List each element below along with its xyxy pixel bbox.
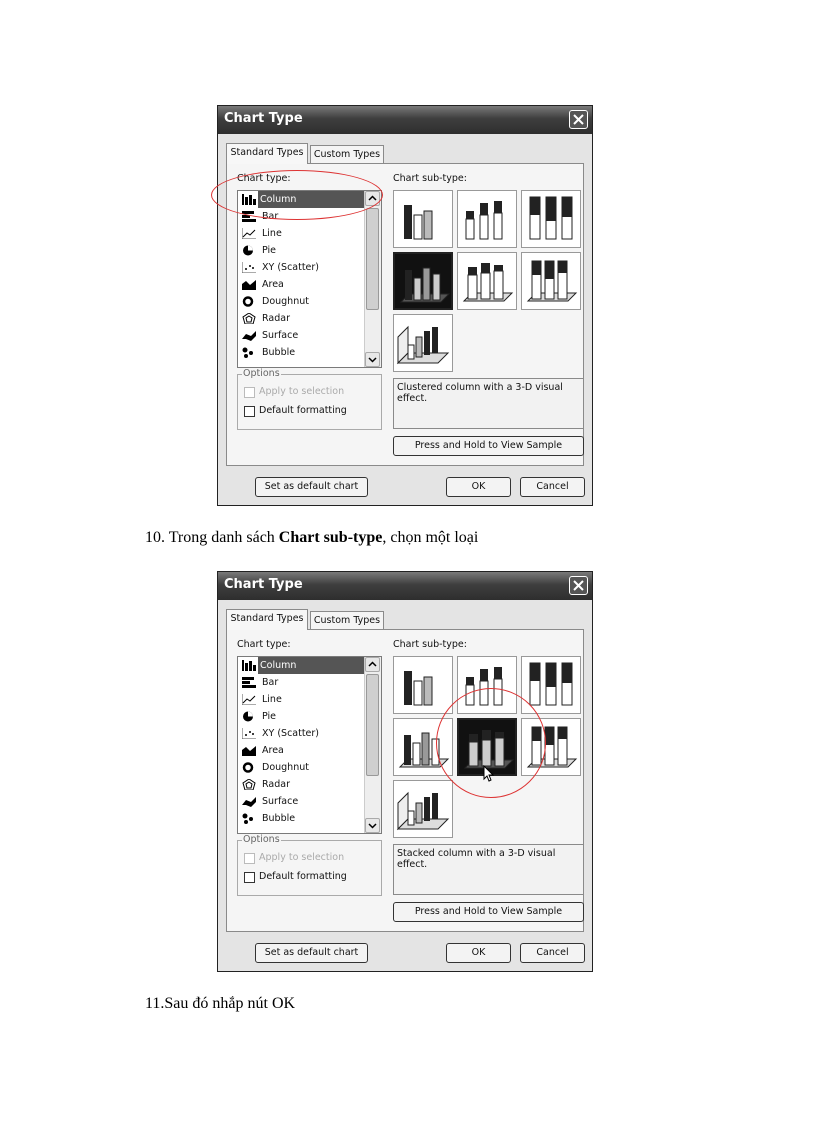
subtype-option-7[interactable]	[393, 780, 453, 838]
doughnut-chart-icon	[242, 762, 256, 773]
apply-to-selection-label: Apply to selection	[259, 852, 345, 863]
list-item-radar[interactable]: Radar	[240, 310, 364, 327]
subtype-thumbnail-icon	[394, 657, 450, 711]
close-icon	[573, 580, 584, 591]
subtype-thumbnail-icon	[522, 657, 578, 711]
list-item-bar[interactable]: Bar	[240, 674, 364, 691]
list-item-pie[interactable]: Pie	[240, 708, 364, 725]
subtype-option-5[interactable]	[457, 252, 517, 310]
radar-chart-icon	[242, 779, 256, 790]
line-chart-icon	[242, 228, 256, 239]
list-item-radar[interactable]: Radar	[240, 776, 364, 793]
bar-chart-icon	[242, 677, 256, 688]
scroll-thumb[interactable]	[366, 208, 379, 310]
default-formatting-label: Default formatting	[259, 405, 347, 416]
list-item-bubble[interactable]: Bubble	[240, 810, 364, 827]
radar-chart-icon	[242, 313, 256, 324]
scatter-chart-icon	[242, 262, 256, 273]
line-chart-icon	[242, 694, 256, 705]
options-label: Options	[243, 834, 280, 845]
close-button[interactable]	[569, 576, 588, 595]
list-item-doughnut[interactable]: Doughnut	[240, 759, 364, 776]
area-chart-icon	[242, 745, 256, 756]
subtype-thumbnail-icon	[458, 253, 514, 307]
step-bold-text: Chart sub-type	[278, 529, 383, 546]
chart-type-label: Chart type:	[237, 173, 291, 184]
scroll-up-button[interactable]	[365, 657, 380, 672]
ok-button[interactable]: OK	[446, 477, 511, 497]
tab-custom-types[interactable]: Custom Types	[310, 611, 384, 630]
step-number: 10.	[145, 529, 165, 546]
list-item-surface[interactable]: Surface	[240, 793, 364, 810]
surface-chart-icon	[242, 330, 256, 341]
title-bar[interactable]	[218, 106, 592, 134]
tab-standard-types[interactable]: Standard Types	[226, 143, 308, 164]
subtype-thumbnail-icon	[458, 191, 514, 245]
subtype-thumbnail-icon	[522, 191, 578, 245]
scroll-thumb[interactable]	[366, 674, 379, 776]
dialog-title: Chart Type	[224, 577, 303, 592]
scroll-down-button[interactable]	[365, 352, 380, 367]
subtype-thumbnail-icon	[394, 191, 450, 245]
mouse-cursor-icon	[483, 765, 495, 783]
subtype-thumbnail-icon	[395, 254, 451, 308]
list-scrollbar[interactable]	[364, 657, 381, 833]
list-item-bar[interactable]: Bar	[240, 208, 364, 225]
subtype-option-1[interactable]	[393, 190, 453, 248]
subtype-option-3[interactable]	[521, 190, 581, 248]
subtype-option-4[interactable]	[393, 252, 453, 310]
pie-chart-icon	[242, 711, 256, 722]
title-bar[interactable]	[218, 572, 592, 600]
list-scrollbar[interactable]	[364, 191, 381, 367]
step-number: 11.	[145, 995, 165, 1012]
close-icon	[573, 114, 584, 125]
pie-chart-icon	[242, 245, 256, 256]
subtype-option-2[interactable]	[457, 190, 517, 248]
list-item-scatter[interactable]: XY (Scatter)	[240, 259, 364, 276]
step-11	[145, 995, 295, 1013]
default-formatting-checkbox[interactable]	[244, 872, 255, 883]
chart-type-dialog-1	[217, 105, 593, 506]
list-item-column[interactable]: Column	[240, 657, 364, 674]
step-text-before: Sau đó nhắp nút OK	[164, 995, 296, 1012]
chart-type-list[interactable]	[237, 656, 382, 834]
apply-to-selection-checkbox[interactable]	[244, 387, 255, 398]
options-label: Options	[243, 368, 280, 379]
list-item-area[interactable]: Area	[240, 742, 364, 759]
chevron-down-icon	[366, 353, 379, 366]
tab-standard-types[interactable]: Standard Types	[226, 609, 308, 630]
step-10	[145, 529, 478, 547]
close-button[interactable]	[569, 110, 588, 129]
subtype-option-6[interactable]	[521, 252, 581, 310]
cancel-button[interactable]: Cancel	[520, 943, 585, 963]
chevron-down-icon	[366, 819, 379, 832]
ok-button[interactable]: OK	[446, 943, 511, 963]
cancel-button[interactable]: Cancel	[520, 477, 585, 497]
bubble-chart-icon	[242, 347, 256, 358]
column-chart-icon	[242, 660, 256, 671]
apply-to-selection-checkbox[interactable]	[244, 853, 255, 864]
subtype-option-1[interactable]	[393, 656, 453, 714]
bubble-chart-icon	[242, 813, 256, 824]
step-text-after: , chọn một loại	[382, 529, 479, 546]
subtype-thumbnail-icon	[522, 253, 578, 307]
scatter-chart-icon	[242, 728, 256, 739]
tab-custom-types[interactable]: Custom Types	[310, 145, 384, 164]
subtype-thumbnail-icon	[394, 315, 450, 369]
default-formatting-label: Default formatting	[259, 871, 347, 882]
highlight-circle-chart-type	[211, 170, 383, 220]
list-item-area[interactable]: Area	[240, 276, 364, 293]
chart-subtype-label: Chart sub-type:	[393, 639, 467, 650]
press-and-hold-button[interactable]: Press and Hold to View Sample	[393, 436, 584, 456]
chart-type-label: Chart type:	[237, 639, 291, 650]
list-item-column[interactable]: Column	[240, 191, 364, 208]
list-item-bubble[interactable]: Bubble	[240, 344, 364, 361]
chart-subtype-label: Chart sub-type:	[393, 173, 467, 184]
doughnut-chart-icon	[242, 296, 256, 307]
press-and-hold-button[interactable]: Press and Hold to View Sample	[393, 902, 584, 922]
list-item-pie[interactable]: Pie	[240, 242, 364, 259]
list-item-line[interactable]: Line	[240, 225, 364, 242]
step-text-before: Trong danh sách	[168, 529, 279, 546]
surface-chart-icon	[242, 796, 256, 807]
scroll-down-button[interactable]	[365, 818, 380, 833]
list-item-surface[interactable]: Surface	[240, 327, 364, 344]
subtype-thumbnail-icon	[394, 781, 450, 835]
set-default-button[interactable]: Set as default chart	[255, 477, 368, 497]
dialog-title: Chart Type	[224, 111, 303, 126]
list-item-scatter[interactable]: XY (Scatter)	[240, 725, 364, 742]
set-default-button[interactable]: Set as default chart	[255, 943, 368, 963]
list-item-doughnut[interactable]: Doughnut	[240, 293, 364, 310]
subtype-description: Clustered column with a 3-D visual effect.	[393, 378, 584, 429]
subtype-description: Stacked column with a 3-D visual effect.	[393, 844, 584, 895]
subtype-option-7[interactable]	[393, 314, 453, 372]
chevron-up-icon	[366, 658, 379, 671]
apply-to-selection-label: Apply to selection	[259, 386, 345, 397]
default-formatting-checkbox[interactable]	[244, 406, 255, 417]
area-chart-icon	[242, 279, 256, 290]
list-item-line[interactable]: Line	[240, 691, 364, 708]
options-group	[237, 368, 382, 430]
options-group	[237, 834, 382, 896]
